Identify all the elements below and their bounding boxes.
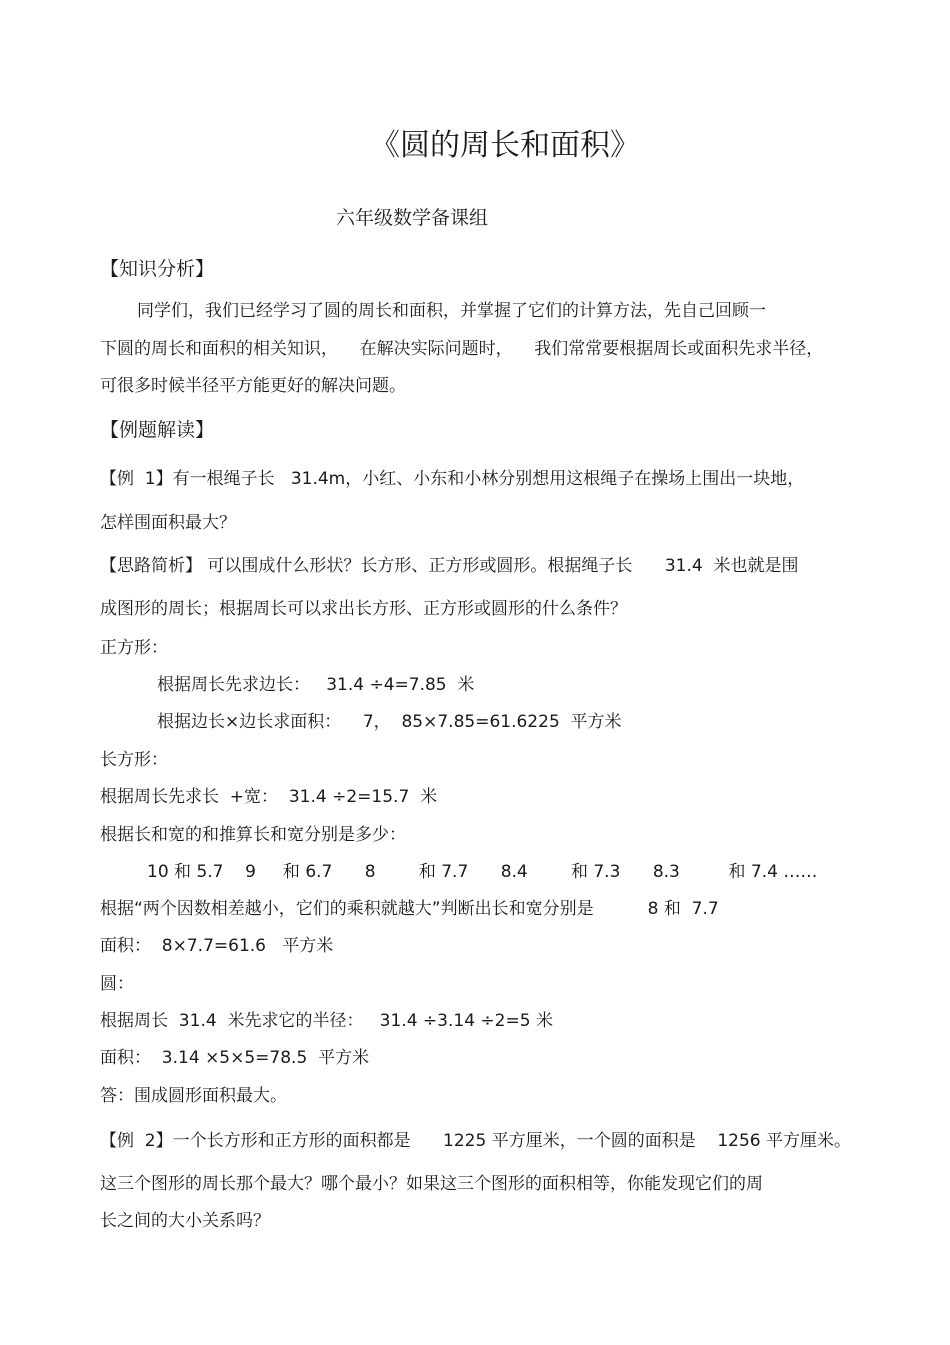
page-subtitle: 六年级数学备课组 [336,207,489,229]
rectangle-step-1: 根据周长先求长 +宽： 31.4 ÷2=15.7 米 [100,787,438,807]
answer-line: 答：围成圆形面积最大。 [100,1086,287,1106]
intro-line-1: 同学们，我们已经学习了圆的周长和面积，并掌握了它们的计算方法，先自己回顾一 [137,301,766,321]
rectangle-step-3: 根据“两个因数相差越小，它们的乘积就越大”判断出长和宽分别是 8 和 7.7 [100,899,719,919]
intro-line-3: 可很多时候半径平方能更好的解决问题。 [100,376,406,396]
rectangle-step-2: 根据长和宽的和推算长和宽分别是多少： [100,825,406,845]
example2-line-1: 【例 2】一个长方形和正方形的面积都是 1225 平方厘米，一个圆的面积是 1256 平方厘米。 [100,1131,851,1151]
circle-area: 面积： 3.14 ×5×5=78.5 平方米 [100,1048,370,1068]
section-heading-knowledge: 【知识分析】 [100,258,215,280]
intro-line-2: 下圆的周长和面积的相关知识， 在解决实际问题时， 我们常常要根据周长或面积先求半径， [100,339,824,359]
rectangle-label: 长方形： [100,750,168,770]
square-step-1: 根据周长先求边长： 31.4 ÷4=7.85 米 [157,675,475,695]
page-title: 《圆的周长和面积》 [370,128,640,163]
analysis-line-2: 成图形的周长；根据周长可以求出长方形、正方形或圆形的什么条件？ [100,599,627,619]
rectangle-area: 面积： 8×7.7=61.6 平方米 [100,936,334,956]
example2-line-3: 长之间的大小关系吗？ [100,1211,270,1231]
example1-line-1: 【例 1】有一根绳子长 31.4m，小红、小东和小林分别想用这根绳子在操场上围出一块地， [100,469,805,489]
analysis-line-1: 【思路简析】 可以围成什么形状？长方形、正方形或圆形。根据绳子长 31.4 米也就是围 [100,556,799,576]
rectangle-pairs: 10 和 5.7 9 和 6.7 8 和 7.7 8.4 和 7.3 8.3 和 7.4 …… [147,862,818,882]
circle-step-1: 根据周长 31.4 米先求它的半径： 31.4 ÷3.14 ÷2=5 米 [100,1011,553,1031]
square-step-2: 根据边长×边长求面积： 7， 85×7.85=61.6225 平方米 [157,712,622,732]
square-label: 正方形： [100,638,168,658]
example1-line-2: 怎样围面积最大？ [100,513,236,533]
example2-line-2: 这三个图形的周长那个最大？哪个最小？如果这三个图形的面积相等，你能发现它们的周 [100,1174,763,1194]
circle-label: 圆： [100,974,134,994]
section-heading-examples: 【例题解读】 [100,419,215,441]
